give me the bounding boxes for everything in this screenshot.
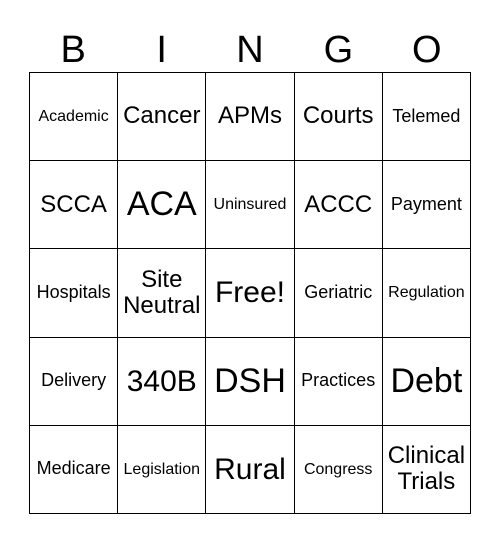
bingo-cell-r2-c2[interactable]: ACA	[118, 161, 206, 249]
bingo-cell-r5-c1[interactable]: Medicare	[30, 426, 118, 514]
bingo-cell-r1-c1[interactable]: Academic	[30, 73, 118, 161]
bingo-cell-r4-c5[interactable]: Debt	[383, 338, 471, 426]
bingo-cell-r3-c1[interactable]: Hospitals	[30, 249, 118, 337]
bingo-cell-r3-c4[interactable]: Geriatric	[295, 249, 383, 337]
bingo-cell-r2-c3[interactable]: Uninsured	[206, 161, 294, 249]
bingo-cell-r5-c5[interactable]: Clinical Trials	[383, 426, 471, 514]
bingo-cell-r4-c2[interactable]: 340B	[118, 338, 206, 426]
bingo-cell-r4-c4[interactable]: Practices	[295, 338, 383, 426]
bingo-cell-r3-c2[interactable]: Site Neutral	[118, 249, 206, 337]
header-letter-n: N	[236, 28, 264, 71]
bingo-cell-r5-c4[interactable]: Congress	[295, 426, 383, 514]
header-letter-b: B	[60, 28, 86, 71]
bingo-cell-r3-c3-free[interactable]: Free!	[206, 249, 294, 337]
bingo-board	[29, 72, 471, 514]
bingo-cell-r5-c2[interactable]: Legislation	[118, 426, 206, 514]
header-letter-o: O	[412, 28, 442, 71]
header-letter-i: I	[156, 28, 167, 71]
bingo-cell-r2-c5[interactable]: Payment	[383, 161, 471, 249]
bingo-cell-r1-c5[interactable]: Telemed	[383, 73, 471, 161]
bingo-cell-r3-c5[interactable]: Regulation	[383, 249, 471, 337]
header-letter-g: G	[323, 28, 354, 71]
bingo-cell-r2-c1[interactable]: SCCA	[30, 161, 118, 249]
bingo-header	[29, 28, 471, 72]
bingo-cell-r1-c4[interactable]: Courts	[295, 73, 383, 161]
bingo-cell-r1-c2[interactable]: Cancer	[118, 73, 206, 161]
bingo-cell-r5-c3[interactable]: Rural	[206, 426, 294, 514]
bingo-cell-r4-c1[interactable]: Delivery	[30, 338, 118, 426]
bingo-cell-r1-c3[interactable]: APMs	[206, 73, 294, 161]
bingo-cell-r2-c4[interactable]: ACCC	[295, 161, 383, 249]
bingo-cell-r4-c3[interactable]: DSH	[206, 338, 294, 426]
